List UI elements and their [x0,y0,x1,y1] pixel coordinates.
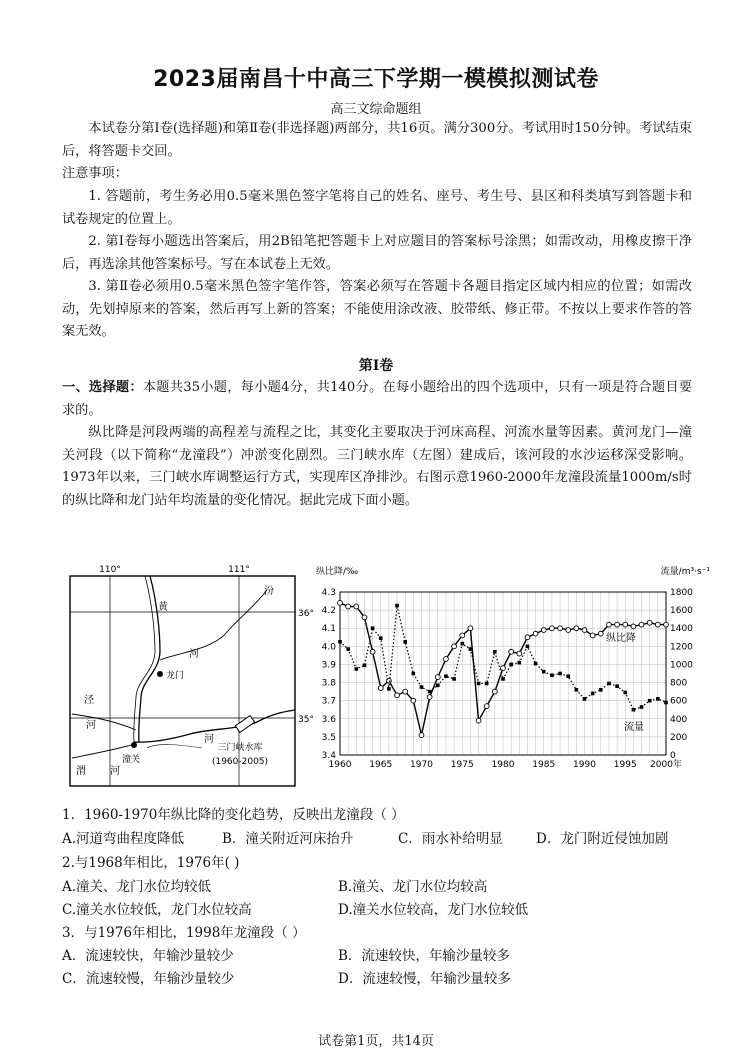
gradient-point [517,651,522,656]
y2-tick-label: 600 [670,696,688,707]
y-tick-label: 4.0 [321,642,336,653]
gradient-point [395,693,400,698]
longmen-dot [157,671,163,677]
flow-point [664,701,668,705]
notice-label: 注意事项： [62,166,128,181]
gradient-point [590,633,595,638]
y2-axis-label: 流量/m³·s⁻¹ [660,567,710,577]
chart-ticks [322,588,694,770]
flow-point [623,691,627,695]
flow-point [542,670,546,674]
section-title: 第Ⅰ卷 [358,358,394,374]
flow-point [338,640,342,644]
q2-option-a: A.潼关、龙门水位均较低 [62,879,212,895]
flow-point [371,626,375,630]
flow-point [363,664,367,668]
flow-point [656,697,660,701]
flow-point [599,688,603,692]
place-huang: 黄 [158,602,168,613]
x-tick-label: 1965 [369,760,393,770]
gradient-point [444,657,449,662]
gradient-point [566,628,571,633]
paper-title: 2023届南昌十中高三下学期一模模拟测试卷 [153,67,599,92]
y2-tick-label: 1600 [670,606,693,617]
y-tick-label: 3.6 [321,714,336,725]
q2-option-b: B.潼关、龙门水位均较高 [338,879,488,895]
flow-point [452,677,456,681]
y-tick-label: 4.3 [321,588,336,598]
gradient-point [582,628,587,633]
place-he-west: 河 [86,720,96,731]
y2-tick-label: 1200 [670,642,693,653]
flow-point [477,682,481,686]
q1-option-d: D．龙门附近侵蚀加剧 [536,831,669,847]
place-fen: 汾 [264,586,274,597]
y2-tick-label: 1400 [670,624,693,635]
flow-point [607,682,611,686]
gradient-point [550,626,555,631]
gradient-point [541,628,546,633]
lon-111-label: 111° [228,565,250,575]
lon-110-label: 110° [99,565,121,575]
flow-point [591,692,595,696]
flow-point [526,645,530,649]
gradient-point [419,733,424,738]
gradient-point [598,631,603,636]
place-tongguan: 潼关 [122,755,141,765]
page-footer: 试卷第1页，共14页 [318,1034,434,1049]
flow-point [640,705,644,709]
place-he-south: 河 [110,766,120,777]
flow-point [518,661,522,665]
gradient-point [501,666,506,671]
q1-option-b: B．潼关附近河床抬升 [222,831,354,847]
x-tick-label: 1995 [613,760,637,770]
y-tick-label: 4.1 [321,624,336,635]
gradient-point [411,698,416,703]
place-longmen: 龙门 [166,671,185,681]
x-tick-label: 1970 [410,760,433,770]
x-tick-label: 1975 [450,760,474,770]
flow-point [460,642,464,646]
y2-tick-label: 800 [670,678,688,689]
y2-tick-label: 0 [670,751,676,761]
gradient-flow-chart [306,562,718,776]
q2-stem: 2.与1968年相比，1976年( ) [62,855,240,871]
flow-point [379,636,383,640]
x-tick-label: 1960 [328,760,352,770]
q3-option-d: D．流速较慢，年输沙量较多 [338,971,511,987]
q3-option-c: C．流速较慢，年输沙量较少 [62,971,235,987]
flow-point [403,640,407,644]
x-tick-label: 1980 [491,760,515,770]
gradient-point [460,633,465,638]
flow-point [648,699,652,703]
q3-stem: 3．与1976年相比，1998年龙潼段（ ） [62,925,306,941]
y-tick-label: 3.4 [321,751,336,761]
flow-point [558,672,562,676]
y-tick-label: 3.9 [321,660,336,671]
question-stem: 纵比降是河段两端的高程差与流程之比，其变化主要取决于河床高程、河流水量等因素。黄河龙门—潼关河段（以下简称“龙潼段”）冲淤变化剧烈。三门峡水库（左图）建成后，该河段的水沙运移深受影响。1973年以来，三门峡水库调整运行方式，实现库区净排沙。右图示意1960-2000年龙潼段流量1000m/s时的纵比降和龙门站年均流量的变化情况。据此完成下面小题。 [62,425,692,508]
tongguan-dot [131,742,137,748]
flow-point [346,647,350,651]
gradient-point [435,675,440,680]
lat-36-label: 36° [298,609,314,619]
flow-point [395,604,399,608]
notice-item-1: 1. 答题前，考生务必用0.5毫米黑色签字笔将自己的姓名、座号、考生号、县区和科类填写到答题卡和试卷规定的位置上。 [62,189,692,227]
q3-option-a: A．流速较快，年输沙量较少 [62,948,234,964]
q2-option-c: C.潼关水位较低，龙门水位较高 [62,902,252,918]
gradient-point [607,622,612,627]
part-one-heading-rest: 本题共35小题，每小题4分，共140分。在每小题给出的四个选项中，只有一项是符合题目要求的。 [62,380,693,418]
gradient-point [639,622,644,627]
flow-point [566,674,570,678]
place-jing: 泾 [84,695,94,706]
y-tick-label: 4.2 [321,606,336,617]
flow-point [534,662,538,666]
flow-point [493,650,497,654]
chart-grid [340,592,666,755]
sanmenxia-map [62,562,314,794]
flow-point [469,647,473,651]
y2-tick-label: 1800 [670,588,693,598]
gradient-point [403,689,408,694]
gradient-point [655,622,660,627]
series-label-gradient: 纵比降 [606,633,636,644]
y2-tick-label: 400 [670,714,688,725]
gradient-point [509,649,514,654]
flow-point [575,688,579,692]
gradient-point [525,635,530,640]
q1-option-c: C．雨水补给明显 [398,831,503,847]
flow-point [485,682,489,686]
q1-option-a: A.河道弯曲程度降低 [62,831,185,847]
reservoir-years: (1960-2005) [211,757,269,767]
flow-point [632,708,636,712]
part-one-heading: 一、选择题： [62,380,143,395]
gradient-point [615,622,620,627]
x-tick-label: 1990 [573,760,596,770]
place-he-north: 河 [189,649,199,660]
flow-point [583,697,587,701]
flow-point [428,690,432,694]
x-tick-label: 1985 [532,760,556,770]
gradient-point [338,600,343,605]
y-axis-label: 纵比降/‰ [316,567,359,577]
place-wei: 渭 [76,766,86,777]
y-tick-label: 3.7 [321,696,336,707]
flow-point [355,667,359,671]
gradient-point [476,718,481,723]
flow-point [444,674,448,678]
gradient-point [468,626,473,631]
y-tick-label: 3.5 [321,732,336,743]
gradient-point [647,620,652,625]
lat-35-label: 35° [298,715,314,725]
gradient-point [378,686,383,691]
exam-intro: 本试卷分第Ⅰ卷(选择题)和第Ⅱ卷(非选择题)两部分，共16页。满分300分。考试用时150分钟。考试结束后，将答题卡交回。 [62,121,692,159]
gradient-point [370,649,375,654]
gradient-point [664,622,669,627]
flow-point [436,683,440,687]
part-one-instructions [62,377,692,422]
gradient-point [492,689,497,694]
x-tick-label: 2000年 [650,760,682,770]
flow-point [420,685,424,689]
paper-subtitle: 高三文综命题组 [330,102,422,117]
y2-tick-label: 1000 [670,660,693,671]
q3-option-b: B．流速较快，年输沙量较多 [338,948,510,964]
flow-point [501,677,505,681]
notice-item-2: 2. 第Ⅰ卷每小题选出答案后，用2B铅笔把答题卡上对应题目的答案标号涂黑；如需改动，用橡皮擦干净后，再选涂其他答案标号。写在本试卷上无效。 [62,234,692,272]
gradient-point [558,626,563,631]
gradient-point [574,626,579,631]
y2-tick-label: 200 [670,732,688,743]
gradient-point [452,644,457,649]
gradient-point [623,622,628,627]
gradient-point [533,631,538,636]
q2-option-d: D.潼关水位较高，龙门水位较低 [338,902,529,918]
q1-stem: 1．1960-1970年纵比降的变化趋势，反映出龙潼段（ ） [62,807,405,823]
y-tick-label: 3.8 [321,678,336,689]
flow-point [387,687,391,691]
gradient-point [427,695,432,700]
reservoir-label: 三门峡水库 [217,743,263,753]
notice-item-3: 3. 第Ⅱ卷必须用0.5毫米黑色签字笔作答，答案必须写在答题卡各题目指定区域内相应的位置；如需改动，先划掉原来的答案，然后再写上新的答案；不能使用涂改液、胶带纸、修正带。不按以上要求作答的答案无效。 [62,279,692,340]
gradient-point [484,704,489,709]
flow-point [412,672,416,676]
gradient-point [631,624,636,629]
flow-point [550,674,554,678]
series-label-flow: 流量 [624,722,644,733]
place-he-east: 河 [204,734,214,745]
gradient-point [362,615,367,620]
flow-point [615,684,619,688]
gradient-point [354,604,359,609]
flow-point [509,663,513,667]
gradient-point [346,604,351,609]
